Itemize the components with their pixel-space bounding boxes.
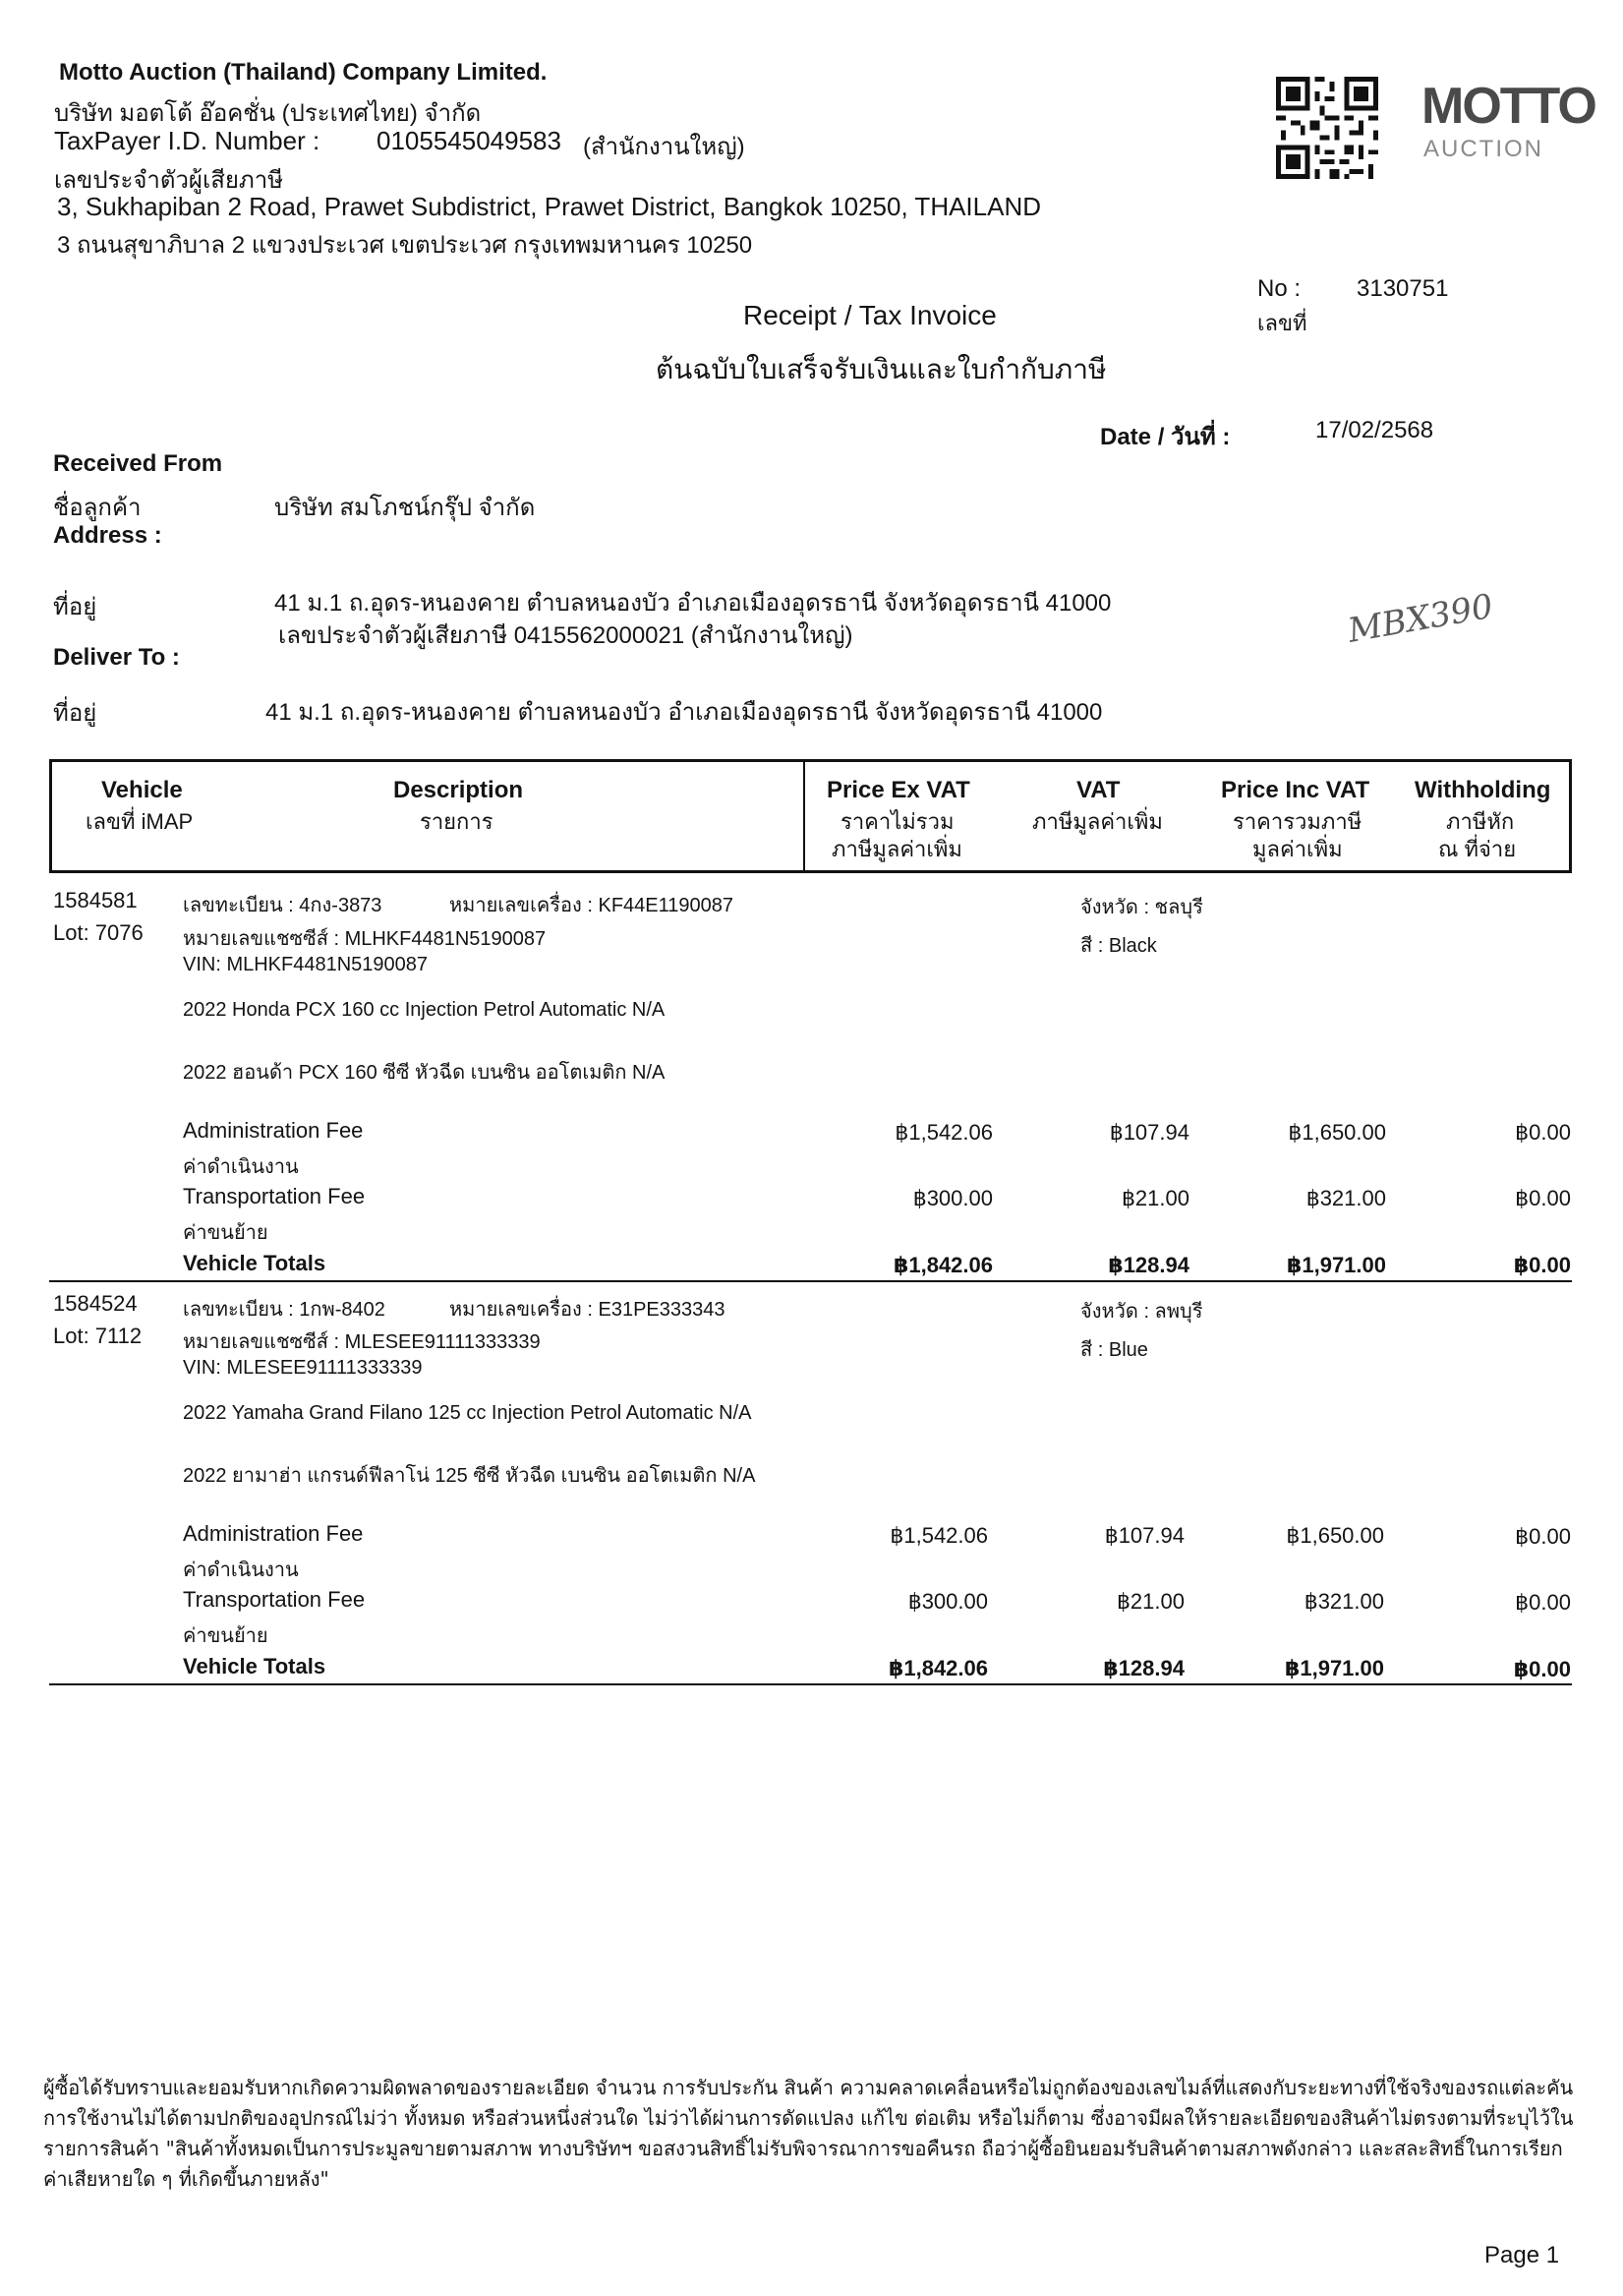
fee-withholding: ฿0.00 [1515, 1120, 1571, 1145]
col-price-inc-th2: มูลค่าเพิ่ม [1252, 837, 1343, 861]
doc-title-en: Receipt / Tax Invoice [743, 300, 997, 330]
fee-price-ex: ฿300.00 [907, 1589, 988, 1614]
total-withholding: ฿0.00 [1513, 1657, 1571, 1681]
fee-name-th: ค่าดำเนินงาน [183, 1560, 299, 1581]
fee-price-ex: ฿1,542.06 [895, 1120, 993, 1145]
customer-address: 41 ม.1 ถ.อุดร-หนองคาย ตำบลหนองบัว อำเภอเมืองอุดรธานี จังหวัดอุดรธานี 41000 [274, 590, 1112, 617]
deliver-address: 41 ม.1 ถ.อุดร-หนองคาย ตำบลหนองบัว อำเภอเมืองอุดรธานี จังหวัดอุดรธานี 41000 [265, 699, 1103, 726]
fee-name: Administration Fee [183, 1521, 364, 1546]
vehicle-vin: VIN: MLHKF4481N5190087 [183, 954, 429, 975]
fee-name: Transportation Fee [183, 1184, 366, 1208]
fee-price-inc: ฿1,650.00 [1286, 1523, 1384, 1548]
col-description: Description [393, 777, 524, 803]
col-withholding-th1: ภาษีหัก [1446, 809, 1515, 834]
col-vat: VAT [1076, 777, 1121, 803]
logo-subtext: AUCTION [1423, 136, 1543, 162]
taxpayer-label-th: เลขประจำตัวผู้เสียภาษี [54, 167, 284, 194]
fee-vat: ฿107.94 [1104, 1523, 1185, 1548]
vehicle-chassis: หมายเลขแชซซีส์ : MLESEE91111333339 [183, 1331, 541, 1353]
col-withholding: Withholding [1415, 777, 1551, 803]
vehicle-totals-label: Vehicle Totals [183, 1251, 326, 1275]
fee-name: Administration Fee [183, 1118, 364, 1143]
fee-withholding: ฿0.00 [1515, 1590, 1571, 1615]
taxpayer-label: TaxPayer I.D. Number : [54, 126, 320, 155]
col-vehicle-th: เลขที่ iMAP [86, 809, 194, 834]
vehicle-imap: 1584524 [53, 1291, 138, 1316]
fee-withholding: ฿0.00 [1515, 1186, 1571, 1210]
date-value: 17/02/2568 [1315, 417, 1434, 443]
customer-name-label: ชื่อลูกค้า [53, 495, 142, 521]
fee-name: Transportation Fee [183, 1587, 366, 1612]
table-header-divider [803, 762, 805, 870]
total-price-inc: ฿1,971.00 [1285, 1656, 1384, 1680]
total-price-ex: ฿1,842.06 [889, 1656, 988, 1680]
vehicle-totals-label: Vehicle Totals [183, 1654, 326, 1678]
vehicle-engine: หมายเลขเครื่อง : KF44E1190087 [449, 895, 734, 916]
row-divider [49, 1280, 1572, 1282]
total-vat: ฿128.94 [1103, 1656, 1185, 1680]
vehicle-lot: Lot: 7112 [53, 1324, 143, 1348]
fee-name-th: ค่าขนย้าย [183, 1222, 268, 1244]
fee-price-ex: ฿300.00 [912, 1186, 993, 1210]
doc-title-th: ต้นฉบับใบเสร็จรับเงินและใบกำกับภาษี [656, 354, 1107, 384]
vehicle-chassis: หมายเลขแชซซีส์ : MLHKF4481N5190087 [183, 928, 547, 950]
col-description-th: รายการ [420, 809, 493, 834]
vehicle-color: สี : Black [1080, 935, 1157, 957]
vehicle-lot: Lot: 7076 [53, 920, 144, 945]
address-label-th: ที่อยู่ [53, 594, 97, 620]
col-price-ex: Price Ex VAT [827, 777, 970, 803]
company-name-en: Motto Auction (Thailand) Company Limited. [59, 59, 548, 86]
total-vat: ฿128.94 [1108, 1253, 1189, 1277]
col-price-inc-th1: ราคารวมภาษี [1233, 809, 1362, 834]
vehicle-province: จังหวัด : ลพบุรี [1080, 1301, 1203, 1323]
deliver-to-label: Deliver To : [53, 644, 180, 671]
col-price-ex-th2: ภาษีมูลค่าเพิ่ม [832, 837, 962, 861]
address-label: Address : [53, 522, 162, 549]
col-vat-th: ภาษีมูลค่าเพิ่ม [1032, 809, 1163, 834]
vehicle-plate: เลขทะเบียน : 4กง-3873 [183, 895, 382, 916]
received-from-label: Received From [53, 450, 223, 477]
col-price-ex-th1: ราคาไม่รวม [840, 809, 955, 834]
vehicle-desc-en: 2022 Yamaha Grand Filano 125 cc Injection Petrol Automatic N/A [183, 1402, 752, 1424]
fee-price-inc: ฿1,650.00 [1288, 1120, 1386, 1145]
company-name-th: บริษัท มอตโต้ อ๊อคชั่น (ประเทศไทย) จำกัด [54, 100, 482, 127]
total-withholding: ฿0.00 [1513, 1253, 1571, 1277]
date-label: Date / วันที่ : [1100, 424, 1231, 450]
vehicle-plate: เลขทะเบียน : 1กพ-8402 [183, 1299, 385, 1321]
disclaimer-text: ผู้ซื้อได้รับทราบและยอมรับหากเกิดความผิดพลาดของรายละเอียด จำนวน การรับประกัน สินค้า ความคลาดเคลื่อนหรือไม่ถูกต้องของเลขไมล์ที่แสดงกับระยะทางที่ใช้จริงของรถแต่ละคัน การใช้งานไม่ได้ตามปกติของอุปกรณ์ไม่ว่า ทั้งหมด หรือส่วนหนึ่งส่วนใด ไม่ว่าได้ผ่านการดัดแปลง แก้ไข ต่อเติม หรือไม่ก็ตาม ซึ่งอาจมีผลให้รายละเอียดของสินค้าไม่ตรงตามที่ระบุไว้ใน รายการสินค้า "สินค้าทั้งหมดเป็นการประมูลขายตามสภาพ ทางบริษัทฯ ขอสงวนสิทธิ์ไม่รับพิจารณาการขอคืนรถ ถือว่าผู้ซื้อยินยอมรับสินค้าตามสภาพดังกล่าว และสละสิทธิ์ในการเรียกค่าเสียหายใด ๆ ที่เกิดขึ้นภายหลัง" [43, 2076, 1574, 2191]
doc-no-value: 3130751 [1357, 275, 1449, 302]
motto-auction-logo [1418, 77, 1595, 165]
customer-tax-id: เลขประจำตัวผู้เสียภาษี 0415562000021 (สำนักงานใหญ่) [278, 622, 853, 649]
fee-vat: ฿107.94 [1109, 1120, 1189, 1145]
fee-vat: ฿21.00 [1116, 1589, 1185, 1614]
logo-wordmark: MOTTO [1421, 78, 1595, 135]
fee-withholding: ฿0.00 [1515, 1524, 1571, 1549]
vehicle-vin: VIN: MLESEE91111333339 [183, 1357, 423, 1379]
vehicle-province: จังหวัด : ชลบุรี [1080, 897, 1203, 918]
page-number: Page 1 [1484, 2242, 1560, 2268]
table-bottom-line [49, 1683, 1572, 1685]
fee-price-inc: ฿321.00 [1304, 1589, 1384, 1614]
vehicle-desc-en: 2022 Honda PCX 160 cc Injection Petrol Automatic N/A [183, 999, 666, 1021]
fee-name-th: ค่าขนย้าย [183, 1625, 268, 1647]
doc-no-label: No : [1257, 275, 1302, 302]
col-price-inc: Price Inc VAT [1221, 777, 1370, 803]
taxpayer-branch: (สำนักงานใหญ่) [583, 134, 745, 160]
total-price-ex: ฿1,842.06 [894, 1253, 993, 1277]
handwritten-note-text: MBX390 [1345, 586, 1496, 651]
fee-price-ex: ฿1,542.06 [890, 1523, 988, 1548]
fee-vat: ฿21.00 [1121, 1186, 1189, 1210]
qr-code-icon [1276, 77, 1378, 179]
company-address-th: 3 ถนนสุขาภิบาล 2 แขวงประเวศ เขตประเวศ กรุงเทพมหานคร 10250 [57, 232, 753, 259]
fee-name-th: ค่าดำเนินงาน [183, 1156, 299, 1178]
vehicle-desc-th: 2022 ยามาฮ่า แกรนด์ฟีลาโน่ 125 ซีซี หัวฉีด เบนซิน ออโตเมติก N/A [183, 1465, 756, 1487]
handwritten-note [1342, 582, 1496, 651]
vehicle-color: สี : Blue [1080, 1339, 1148, 1361]
total-price-inc: ฿1,971.00 [1287, 1253, 1386, 1277]
vehicle-desc-th: 2022 ฮอนด้า PCX 160 ซีซี หัวฉีด เบนซิน ออโตเมติก N/A [183, 1062, 666, 1084]
company-address-en: 3, Sukhapiban 2 Road, Prawet Subdistrict, Prawet District, Bangkok 10250, THAILAND [57, 192, 1042, 221]
vehicle-imap: 1584581 [53, 888, 138, 913]
customer-name: บริษัท สมโภชน์กรุ๊ป จำกัด [274, 495, 536, 521]
col-withholding-th2: ณ ที่จ่าย [1438, 837, 1517, 861]
col-vehicle: Vehicle [101, 777, 183, 803]
vehicle-engine: หมายเลขเครื่อง : E31PE333343 [449, 1299, 725, 1321]
deliver-label-th: ที่อยู่ [53, 700, 97, 727]
doc-no-label-th: เลขที่ [1257, 311, 1307, 335]
taxpayer-id: 0105545049583 [377, 126, 561, 155]
fee-price-inc: ฿321.00 [1305, 1186, 1386, 1210]
